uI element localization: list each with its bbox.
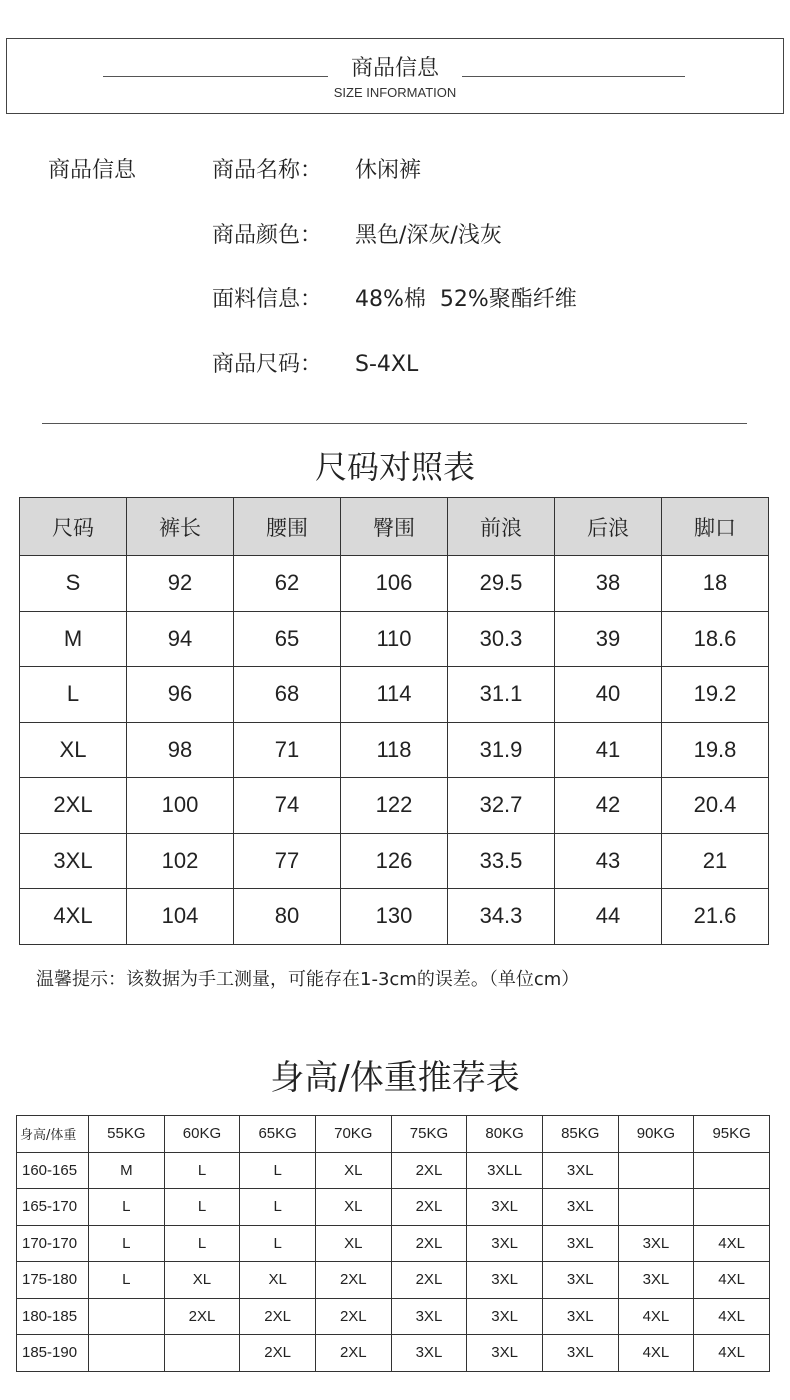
size-chart-cell: L <box>20 667 127 723</box>
recommend-weight-header: 95KG <box>694 1116 770 1153</box>
recommend-weight-header: 55KG <box>89 1116 165 1153</box>
recommend-header-row <box>17 1116 770 1153</box>
size-chart-cell: 20.4 <box>662 778 769 834</box>
size-chart-header-cell: 臀围 <box>341 498 448 556</box>
recommend-size-cell: L <box>240 1152 316 1189</box>
recommend-chart-table <box>16 1115 770 1372</box>
recommend-row <box>17 1335 770 1372</box>
recommend-size-cell: L <box>89 1225 165 1262</box>
recommend-size-cell: 3XL <box>391 1335 467 1372</box>
size-chart-cell: 18 <box>662 556 769 612</box>
recommend-size-cell: 4XL <box>694 1298 770 1335</box>
size-chart-cell: 98 <box>127 722 234 778</box>
size-chart-cell: 39 <box>555 611 662 667</box>
size-chart-cell: 42 <box>555 778 662 834</box>
recommend-size-cell: 2XL <box>391 1225 467 1262</box>
size-chart-cell: 4XL <box>20 889 127 945</box>
recommend-height-cell: 170-170 <box>17 1225 89 1262</box>
size-chart-row <box>20 722 769 778</box>
recommend-size-cell: 3XL <box>542 1189 618 1226</box>
recommend-size-cell: 2XL <box>315 1262 391 1299</box>
size-chart-cell: 68 <box>234 667 341 723</box>
size-chart-cell: 32.7 <box>448 778 555 834</box>
recommend-size-cell: L <box>240 1225 316 1262</box>
recommend-weight-header: 75KG <box>391 1116 467 1153</box>
size-chart-cell: 96 <box>127 667 234 723</box>
size-chart-cell: 100 <box>127 778 234 834</box>
recommend-weight-header: 80KG <box>467 1116 543 1153</box>
recommend-size-cell <box>694 1152 770 1189</box>
size-chart-row <box>20 778 769 834</box>
size-chart-cell: 43 <box>555 833 662 889</box>
recommend-size-cell: 4XL <box>618 1298 694 1335</box>
recommend-size-cell: L <box>164 1189 240 1226</box>
recommend-size-cell <box>618 1189 694 1226</box>
product-info-row-color <box>212 218 502 249</box>
recommend-size-cell: 3XL <box>618 1225 694 1262</box>
size-chart-header-row <box>20 498 769 556</box>
recommend-size-cell: 3XL <box>467 1335 543 1372</box>
recommend-size-cell: 2XL <box>315 1335 391 1372</box>
recommend-size-cell: 3XL <box>467 1262 543 1299</box>
size-chart-header-cell: 前浪 <box>448 498 555 556</box>
recommend-size-cell <box>618 1152 694 1189</box>
size-chart-header-cell: 裤长 <box>127 498 234 556</box>
recommend-size-cell: L <box>89 1189 165 1226</box>
recommend-size-cell: 2XL <box>391 1189 467 1226</box>
product-info-row-name <box>212 153 421 184</box>
size-chart-cell: 92 <box>127 556 234 612</box>
recommend-weight-header: 85KG <box>542 1116 618 1153</box>
size-chart-cell: 34.3 <box>448 889 555 945</box>
recommend-size-cell: 3XL <box>542 1262 618 1299</box>
product-info-label: 商品信息 <box>48 158 137 183</box>
size-chart-cell: 71 <box>234 722 341 778</box>
recommend-size-cell: M <box>89 1152 165 1189</box>
size-chart-cell: 31.9 <box>448 722 555 778</box>
recommend-size-cell: 4XL <box>694 1335 770 1372</box>
header-title: 商品信息 <box>350 56 439 81</box>
product-info-value: 黑色/深灰/浅灰 <box>355 223 502 248</box>
recommend-weight-header: 90KG <box>618 1116 694 1153</box>
recommend-row <box>17 1225 770 1262</box>
size-chart-cell: 3XL <box>20 833 127 889</box>
size-chart-cell: 33.5 <box>448 833 555 889</box>
recommend-size-cell: 3XL <box>467 1225 543 1262</box>
recommend-size-cell: L <box>164 1225 240 1262</box>
recommend-row <box>17 1189 770 1226</box>
product-info-key: 商品尺码： <box>212 352 323 377</box>
size-chart-cell: 62 <box>234 556 341 612</box>
recommend-size-cell: 3XLL <box>467 1152 543 1189</box>
size-chart-row <box>20 889 769 945</box>
product-info-key: 商品颜色： <box>212 223 323 248</box>
size-chart-row <box>20 667 769 723</box>
recommend-size-cell: 3XL <box>542 1225 618 1262</box>
recommend-size-cell: XL <box>315 1189 391 1226</box>
recommend-size-cell <box>89 1298 165 1335</box>
size-chart-cell: 19.8 <box>662 722 769 778</box>
size-chart-header-cell: 后浪 <box>555 498 662 556</box>
size-chart-cell: S <box>20 556 127 612</box>
recommend-size-cell: XL <box>240 1262 316 1299</box>
size-chart-header-cell: 脚口 <box>662 498 769 556</box>
size-chart-cell: 21.6 <box>662 889 769 945</box>
recommend-chart-title: 身高/体重推荐表 <box>270 1058 520 1098</box>
recommend-size-cell: 3XL <box>542 1152 618 1189</box>
recommend-size-cell: 4XL <box>694 1225 770 1262</box>
product-info-value: S-4XL <box>355 352 419 377</box>
recommend-size-cell: L <box>240 1189 316 1226</box>
size-chart-cell: XL <box>20 722 127 778</box>
recommend-corner-cell: 身高/体重 <box>17 1116 89 1153</box>
size-chart-cell: 104 <box>127 889 234 945</box>
recommend-size-cell: L <box>164 1152 240 1189</box>
size-chart-row <box>20 833 769 889</box>
size-chart-cell: 114 <box>341 667 448 723</box>
size-chart-cell: 30.3 <box>448 611 555 667</box>
size-chart-cell: 118 <box>341 722 448 778</box>
recommend-size-cell <box>89 1335 165 1372</box>
recommend-row <box>17 1152 770 1189</box>
product-info-value: 48%棉 52%聚酯纤维 <box>355 287 577 312</box>
size-chart-row <box>20 611 769 667</box>
recommend-size-cell: 4XL <box>694 1262 770 1299</box>
recommend-size-cell: 3XL <box>542 1335 618 1372</box>
size-chart-row <box>20 556 769 612</box>
size-chart-cell: 40 <box>555 667 662 723</box>
recommend-height-cell: 165-170 <box>17 1189 89 1226</box>
recommend-weight-header: 60KG <box>164 1116 240 1153</box>
recommend-size-cell: 3XL <box>618 1262 694 1299</box>
recommend-size-cell: 3XL <box>391 1298 467 1335</box>
recommend-weight-header: 70KG <box>315 1116 391 1153</box>
product-info-key: 面料信息： <box>212 287 323 312</box>
size-chart-cell: 41 <box>555 722 662 778</box>
measurement-note: 温馨提示：该数据为手工测量，可能存在1-3cm的误差。（单位cm） <box>36 969 580 990</box>
size-chart-table <box>19 497 769 945</box>
product-info-row-size <box>212 347 418 378</box>
size-chart-cell: 126 <box>341 833 448 889</box>
size-chart-body <box>20 556 769 945</box>
recommend-height-cell: 185-190 <box>17 1335 89 1372</box>
size-chart-title: 尺码对照表 <box>314 448 475 486</box>
recommend-size-cell: 4XL <box>618 1335 694 1372</box>
recommend-chart-body <box>17 1152 770 1371</box>
recommend-row <box>17 1298 770 1335</box>
recommend-size-cell: XL <box>315 1225 391 1262</box>
size-chart-cell: 19.2 <box>662 667 769 723</box>
recommend-size-cell: 2XL <box>315 1298 391 1335</box>
recommend-size-cell: XL <box>164 1262 240 1299</box>
size-chart-cell: 102 <box>127 833 234 889</box>
recommend-size-cell: 2XL <box>391 1152 467 1189</box>
recommend-height-cell: 175-180 <box>17 1262 89 1299</box>
size-chart-cell: M <box>20 611 127 667</box>
size-chart-cell: 110 <box>341 611 448 667</box>
recommend-size-cell: XL <box>315 1152 391 1189</box>
size-chart-cell: 106 <box>341 556 448 612</box>
recommend-size-cell: 3XL <box>542 1298 618 1335</box>
size-chart-cell: 44 <box>555 889 662 945</box>
recommend-size-cell <box>164 1335 240 1372</box>
recommend-size-cell: 3XL <box>467 1298 543 1335</box>
size-chart-cell: 2XL <box>20 778 127 834</box>
section-divider <box>42 423 747 424</box>
size-chart-header-cell: 尺码 <box>20 498 127 556</box>
size-chart-cell: 80 <box>234 889 341 945</box>
size-chart-cell: 74 <box>234 778 341 834</box>
recommend-size-cell: L <box>89 1262 165 1299</box>
product-info-key: 商品名称： <box>212 158 323 183</box>
recommend-size-cell: 2XL <box>164 1298 240 1335</box>
size-chart-cell: 21 <box>662 833 769 889</box>
recommend-size-cell: 2XL <box>240 1298 316 1335</box>
recommend-height-cell: 180-185 <box>17 1298 89 1335</box>
recommend-size-cell: 2XL <box>240 1335 316 1372</box>
header-subtitle: SIZE INFORMATION <box>333 85 457 100</box>
product-info-value: 休闲裤 <box>355 158 422 183</box>
size-chart-cell: 31.1 <box>448 667 555 723</box>
recommend-size-cell <box>694 1189 770 1226</box>
recommend-row <box>17 1262 770 1299</box>
size-chart-cell: 65 <box>234 611 341 667</box>
size-chart-cell: 77 <box>234 833 341 889</box>
recommend-size-cell: 3XL <box>467 1189 543 1226</box>
size-chart-cell: 94 <box>127 611 234 667</box>
size-chart-cell: 122 <box>341 778 448 834</box>
recommend-height-cell: 160-165 <box>17 1152 89 1189</box>
size-chart-cell: 18.6 <box>662 611 769 667</box>
size-chart-cell: 38 <box>555 556 662 612</box>
size-chart-cell: 130 <box>341 889 448 945</box>
recommend-size-cell: 2XL <box>391 1262 467 1299</box>
recommend-weight-header: 65KG <box>240 1116 316 1153</box>
header-box <box>6 38 784 114</box>
size-chart-header-cell: 腰围 <box>234 498 341 556</box>
product-info-row-fabric <box>212 282 577 313</box>
size-chart-cell: 29.5 <box>448 556 555 612</box>
